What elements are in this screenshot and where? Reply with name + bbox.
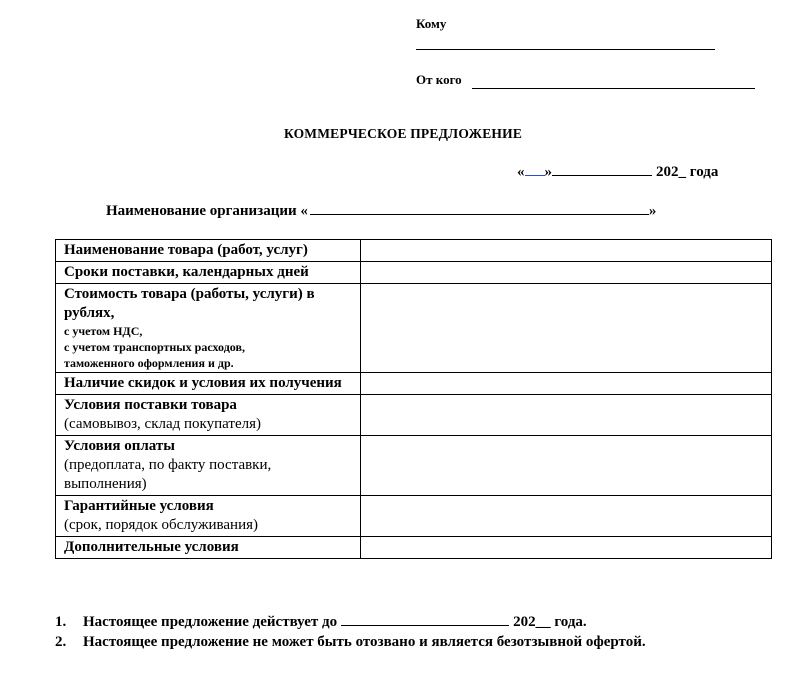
table-label-cell: [56, 436, 361, 496]
date-month-blank: [552, 162, 652, 176]
row-note: (предоплата, по факту поставки, выполнения): [64, 457, 272, 492]
table-label-cell: [56, 240, 361, 262]
from-label: От кого: [416, 72, 462, 87]
date-day-blank: [525, 162, 545, 176]
date-year: 202_ года: [656, 164, 719, 180]
table-value-cell: [361, 436, 772, 496]
notes-list: [55, 612, 646, 652]
organization-label: Наименование организации «: [106, 203, 308, 219]
offer-table: [55, 239, 772, 559]
date-close-quote: »: [544, 164, 552, 180]
table-row: [56, 240, 772, 262]
validity-date-blank: [341, 612, 509, 626]
table-value-cell: [361, 284, 772, 373]
note-text: Настоящее предложение не может быть отозвано и является безотзывной офертой.: [83, 634, 646, 650]
row-sub-note: с учетом НДС,: [64, 324, 143, 338]
table-label-cell: [56, 395, 361, 436]
table-value-cell: [361, 240, 772, 262]
row-note: (самовывоз, склад покупателя): [64, 416, 262, 432]
row-sub-note: с учетом транспортных расходов,: [64, 340, 245, 354]
note-number: 2.: [55, 634, 67, 650]
to-label: Кому: [416, 16, 447, 31]
table-value-cell: [361, 395, 772, 436]
table-label-cell: [56, 496, 361, 537]
row-label: Сроки поставки, календарных дней: [64, 264, 309, 280]
table-value-cell: [361, 262, 772, 284]
organization-row: [106, 201, 656, 220]
table-row: [56, 284, 772, 373]
table-label-cell: [56, 262, 361, 284]
from-blank-line: [472, 88, 755, 89]
date-row: [517, 162, 718, 181]
to-blank-line: [416, 49, 715, 50]
table-row: [56, 537, 772, 559]
row-label: Условия оплаты: [64, 438, 175, 454]
row-label: Гарантийные условия: [64, 498, 214, 514]
organization-name-blank: [310, 201, 649, 215]
table-value-cell: [361, 537, 772, 559]
row-label: Наименование товара (работ, услуг): [64, 242, 308, 258]
note-text-after: 202__ года.: [513, 614, 587, 630]
table-row: [56, 262, 772, 284]
row-sub-note: таможенного оформления и др.: [64, 356, 234, 370]
table-label-cell: [56, 284, 361, 373]
row-label: Условия поставки товара: [64, 397, 237, 413]
note-number: 1.: [55, 614, 67, 630]
table-row: [56, 395, 772, 436]
document-title: КОММЕРЧЕСКОЕ ПРЕДЛОЖЕНИЕ: [283, 126, 523, 141]
table-row: [56, 436, 772, 496]
note-item: [55, 612, 646, 632]
table-value-cell: [361, 373, 772, 395]
table-row: [56, 496, 772, 537]
table-value-cell: [361, 496, 772, 537]
row-label: Дополнительные условия: [64, 539, 239, 555]
row-note: (срок, порядок обслуживания): [64, 517, 258, 533]
table-row: [56, 373, 772, 395]
row-label: Наличие скидок и условия их получения: [64, 375, 342, 391]
note-text-before: Настоящее предложение действует до: [83, 614, 338, 630]
organization-close-quote: »: [648, 203, 657, 219]
date-open-quote: «: [517, 164, 525, 180]
row-label: Стоимость товара (работы, услуги) в рублях,: [64, 286, 315, 321]
table-label-cell: [56, 373, 361, 395]
note-item: [55, 632, 646, 652]
table-label-cell: [56, 537, 361, 559]
